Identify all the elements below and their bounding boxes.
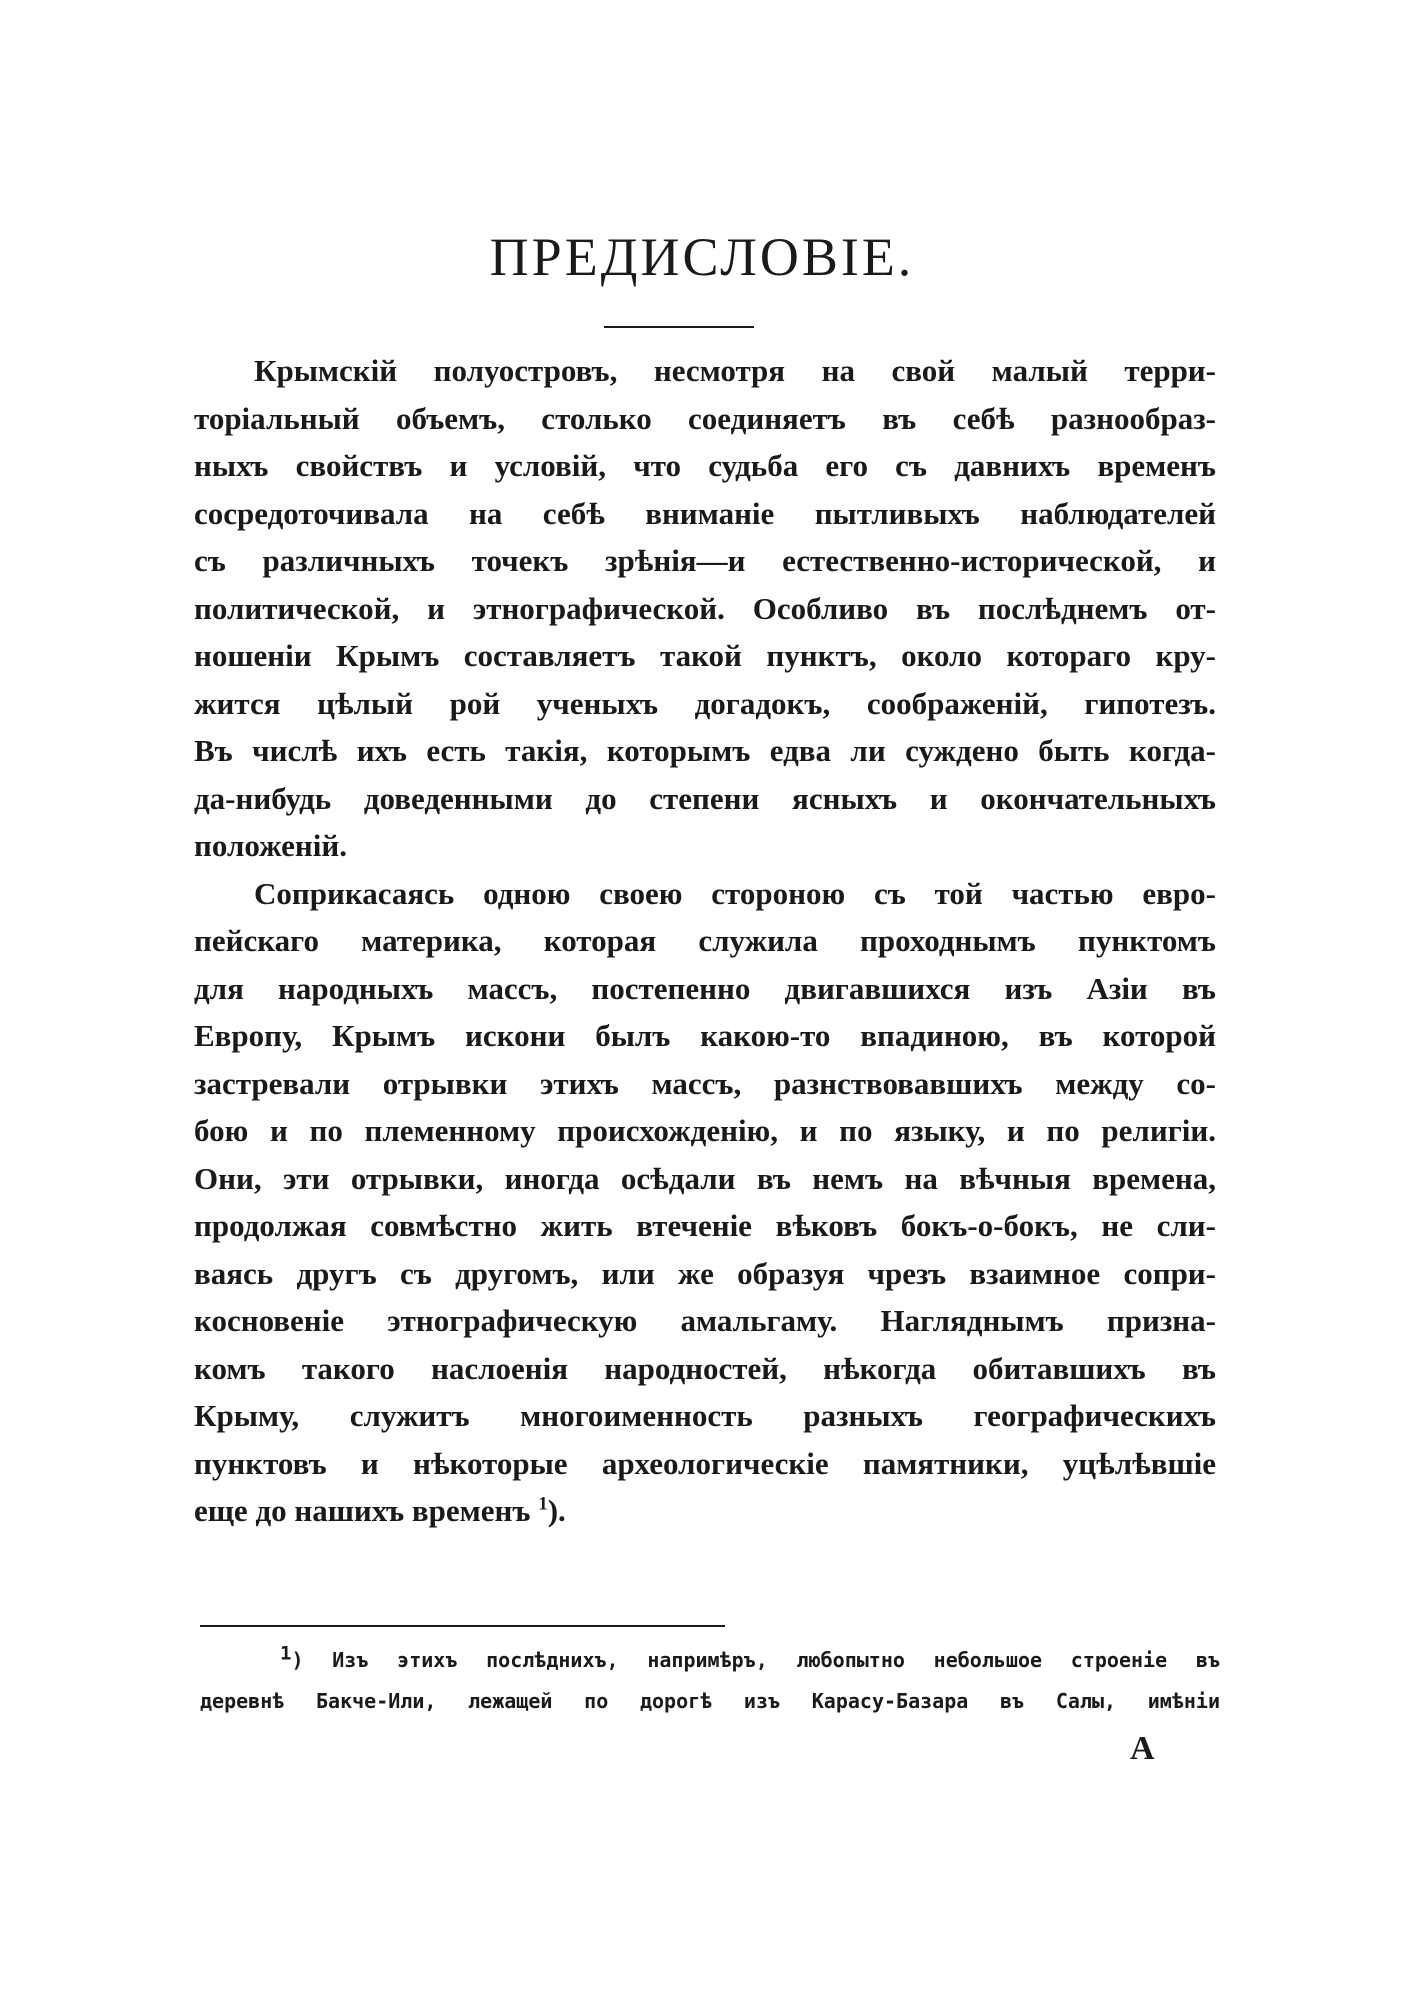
paragraph-line: бою и по племенному происхожденію, и по языку, и по религіи. — [194, 1113, 1216, 1148]
body-text — [194, 347, 1216, 1535]
paragraph-line: пейскаго материка, которая служила проходнымъ пунктомъ — [194, 923, 1216, 958]
page-title: ПРЕДИСЛОВІЕ. — [489, 227, 915, 287]
footnote-reference: 1 — [538, 1493, 548, 1515]
paragraph-closing: ). — [547, 1493, 566, 1528]
footnote-line: деревнѣ Бакче-Или, лежащей по дорогѣ изъ Карасу-Базара въ Салы, имѣніи — [200, 1689, 1220, 1713]
paragraph-line: ношеніи Крымъ составляетъ такой пунктъ, около котораго кру- — [194, 638, 1216, 673]
paragraph-line: Въ числѣ ихъ есть такія, которымъ едва ли суждено быть когда- — [194, 733, 1216, 768]
paragraph-line: ныхъ свойствъ и условій, что судьба его съ давнихъ временъ — [194, 448, 1216, 483]
signature-mark: А — [1130, 1730, 1155, 1767]
footnote-line-text: ) Изъ этихъ послѣднихъ, напримѣръ, любопытно небольшое строеніе въ — [291, 1648, 1220, 1672]
paragraph-line: для народныхъ массъ, постепенно двигавшихся изъ Азіи въ — [194, 970, 1216, 1006]
paragraph-line: продолжая совмѣстно жить втеченіе вѣковъ бокъ-о-бокъ, не сли- — [194, 1208, 1216, 1243]
paragraph-line: пунктовъ и нѣкоторые археологическіе памятники, уцѣлѣвшіе — [194, 1445, 1216, 1481]
paragraph-line: Европу, Крымъ искони былъ какою-то впадиною, въ которой — [194, 1018, 1216, 1053]
paragraph-line: сосредоточивала на себѣ вниманіе пытливыхъ наблюдателей — [194, 495, 1216, 531]
footnote — [200, 1640, 1220, 1722]
paragraph-line: Крымскій полуостровъ, несмотря на свой малый терри- — [254, 353, 1216, 388]
paragraph-line-text: еще до нашихъ временъ — [194, 1493, 531, 1528]
paragraph-line: Соприкасаясь одною своею стороною съ той частью евро- — [254, 875, 1216, 911]
paragraph-line: да-нибудь доведенными до степени ясныхъ и окончательныхъ — [194, 780, 1216, 816]
paragraph-line: жится цѣлый рой ученыхъ догадокъ, соображеній, гипотезъ. — [194, 685, 1216, 721]
footnote-divider — [200, 1625, 725, 1627]
paragraph-line: застревали отрывки этихъ массъ, разнствовавшихъ между со- — [194, 1065, 1216, 1101]
title-divider — [604, 326, 754, 328]
paragraph-line: косновеніе этнографическую амальгаму. Нагляднымъ призна- — [194, 1303, 1216, 1338]
paragraph-line: съ различныхъ точекъ зрѣнія—и естественно-исторической, и — [194, 543, 1216, 578]
paragraph-line: положеній. — [194, 828, 347, 863]
footnote-marker: 1 — [280, 1642, 292, 1665]
paragraph-line: торіальный объемъ, столько соединяетъ въ себѣ разнообраз- — [194, 400, 1216, 436]
paragraph-line: Они, эти отрывки, иногда осѣдали въ немъ на вѣчныя времена, — [194, 1160, 1216, 1196]
footnote-line — [200, 1640, 1220, 1681]
paragraph-line: ваясь другъ съ другомъ, или же образуя чрезъ взаимное сопри- — [194, 1255, 1216, 1291]
paragraph-line: комъ такого наслоенія народностей, нѣкогда обитавшихъ въ — [194, 1350, 1216, 1386]
paragraph-line: Крыму, служитъ многоименность разныхъ географическихъ — [194, 1398, 1216, 1433]
paragraph-last-line — [194, 1487, 1216, 1535]
paragraph-line: политической, и этнографической. Особливо въ послѣднемъ от- — [194, 590, 1216, 626]
